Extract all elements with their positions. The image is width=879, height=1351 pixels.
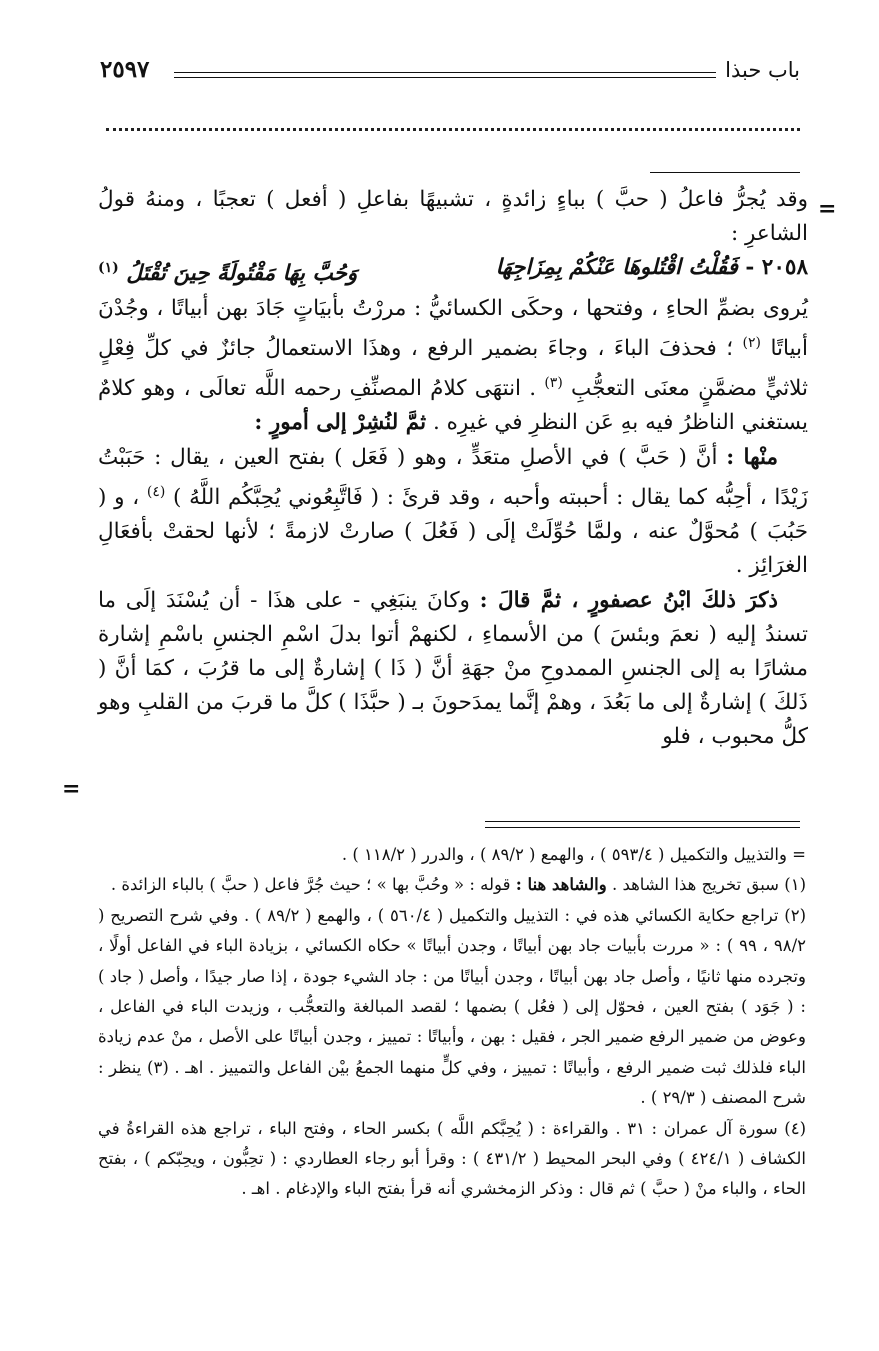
- paragraph-heading: ثمَّ لنُشِرْ إلى أمورٍ :: [254, 410, 427, 436]
- continuation-mark: =: [62, 776, 81, 802]
- header-rule: [174, 72, 716, 73]
- footnote-ref: (٢): [742, 334, 761, 351]
- footnote: [98, 1114, 806, 1205]
- paragraph-text: أنَّ ( حَبَّ ) في الأصلِ متعَدٍّ ، وهو ( فَعَل ) بفتح العين ، يقال : حَبَبْتُ زَيْدًا ، أحِبُّه كما يقال : أحببته وأحبه ، وقد قرئَ : ( فَاتَّبِعُوني يُحِبَّكُم اللَّهُ ): [98, 444, 808, 511]
- short-rule: [650, 172, 800, 173]
- verse-hemistich-first: [496, 251, 808, 291]
- page-number: ٢٥٩٧: [100, 56, 150, 83]
- paragraph-lead: منْها :: [726, 444, 778, 470]
- footnote-ref: (٤): [146, 483, 166, 500]
- verse-line: [98, 251, 808, 291]
- footnote-text: قوله : « وحُبَّ بها » ؛ حيث جُرَّ فاعل ( حبَّ ) بالباء الزائدة .: [110, 875, 511, 895]
- paragraph-text: يُروى بضمِّ الحاءِ ، وفتحها ، وحكَى الكسائيُّ : مررْتُ بأبيَاتٍ جَادَ بهن أبياتًا ، وجُدْنَ أبياتًا: [98, 295, 808, 361]
- footnote-rule: [485, 821, 800, 822]
- paragraph-lead: ذكرَ ذلكَ ابْنُ عصفورٍ ، ثمَّ قالَ :: [479, 587, 778, 613]
- footnote-rule: [485, 827, 800, 828]
- continuation-mark: =: [818, 196, 837, 222]
- footnote-text: (١) سبق تخريج هذا الشاهد .: [611, 875, 806, 895]
- footnote-text: (٤) سورة آل عمران : ٣١ . والقراءة : ( يُحِبَّكم اللَّه ) بكسر الحاء ، وفتح الباء ، تراجع هذه القراءةُ في الكشاف ( ٤٢٤/١ ) وفي البحر المحيط ( ٤٣١/٢ ) : وقرأ أبو رجاء العطاردي : ( تحِبُّون ، ويحِبّكم ) ، بفتح الحاء ، والباء منْ ( حبَّ ) ثم قال : وذكر الزمخشري أنه قرأ بفتح الباء والإدغام . اهـ .: [98, 1118, 806, 1199]
- paragraph: [98, 183, 808, 251]
- verse-number: ٢٠٥٨ -: [745, 255, 808, 281]
- footnote-continuation: [98, 840, 806, 870]
- chapter-title: باب حبذا: [725, 58, 800, 82]
- continuation-mark: =: [792, 845, 806, 864]
- verse-text: فَقُلْتُ اقْتُلوهَا عَنْكُمْ بِمِزَاجِهَا: [495, 255, 738, 281]
- verse-hemistich-second: [98, 251, 357, 291]
- footnote-text: والتذييل والتكميل ( ٥٩٣/٤ ) ، والهمع ( ٨٩/٢ ) ، والدرر ( ١١٨/٢ ) .: [341, 845, 787, 864]
- footnote-ref: (٣): [544, 375, 563, 392]
- header-rule: [174, 77, 716, 78]
- footnote: [98, 901, 806, 1114]
- paragraph-text: وكانَ ينبَغِي - على هذَا - أن يُسْنَدَ إلَى ما تسندُ إليه ( نعمَ وبئسَ ) من الأسماءِ ، لكنهمْ أتوا بدلَ اسْمِ الجنسِ باسْمِ إشارة مشارًا به إلى الجنسِ الممدوحِ منْ جهَةِ أنَّ ( ذَا ) إشارةٌ إلى ما قرُبَ ، كمَا أنَّ ( ذَلكَ ) إشارةٌ إلى ما بَعُدَ ، وهمْ إنَّما يمدَحونَ بـ ( حبَّذَا ) كلَّ ما قربَ من القلبِ وهو كلُّ محبوب ، فلو: [97, 587, 808, 750]
- footnote-text: (٣) ينظر : شرح المصنف ( ٢٩/٣ ) .: [98, 1057, 806, 1108]
- footnote-ref: (١): [98, 260, 119, 277]
- footnote-lead: والشاهد هنا :: [515, 875, 607, 895]
- dotted-separator: [106, 128, 800, 145]
- paragraph: [98, 441, 808, 584]
- paragraph-text: وقد يُجرُّ فاعلُ ( حبَّ ) بباءٍ زائدةٍ ، تشبيهًا بفاعلِ ( أفعل ) تعجبًا ، ومنهُ قولُ الشاعرِ :: [98, 187, 808, 247]
- paragraph-text: ، و ( حَبُبَ ) مُحوَّلٌ عنه ، ولمَّا حُوِّلَتْ إلَى ( فَعُلَ ) صارتْ لازمةً ؛ لأنها لحقتْ بأفعَالِ الغرَائِز .: [98, 485, 808, 579]
- paragraph-text: ؛ فحذفَ الباءَ ، وجاءَ بضمير الرفع ، وهذَا الاستعمالُ جائزٌ في كلِّ فِعْلٍ ثلاثيٍّ مضمَّنٍ معنَى التعجُّبِ: [98, 335, 808, 402]
- footnote: [98, 870, 806, 900]
- paragraph: [98, 292, 808, 441]
- paragraph-text: . انتهَى كلامُ المصنِّفِ رحمه اللَّه تعالَى ، وهو كلامٌ يستغني الناظرُ فيه بهِ عَن النظرِ في غيرِه .: [98, 376, 808, 436]
- footnote-text: (٢) تراجع حكاية الكسائي هذه في : التذييل والتكميل ( ٥٦٠/٤ ) ، والهمع ( ٨٩/٢ ) . وفي شرح التصريح ( ٩٨/٢ ، ٩٩ ) : « مررت بأبيات جاد بهن أبياتًا ، وجدن أبياتًا » حكاه الكسائي ، بزيادة الباء في الفاعل أولًا ، وتجرده منها ثانيًا ، وأصل جاد بهن أبياتًا ، وجدن أبياتًا من : جاد الشيء جودة ، إذا صار جيدًا ، وأصل ( جاد ) : ( جَوَد ) بفتح العين ، فحوّل إلى ( فعُل ) بضمها ؛ لقصد المبالغة والتعجُّب ، وزيدت الباء في الفاعل ، وعوض من ضمير الرفع ضمير الجر ، فقيل : بهن ، وأبياتًا : تمييز ، وجدن أبياتًا على الأصل ، منْ عدم زيادة الباء فلذلك ثبت ضمير الرفع ، وأبياتًا : تمييز ، وفي كلٍّ منهما الجمعُ بيْن الفاعل والتمييز . اهـ .: [98, 905, 807, 1077]
- running-header: [100, 58, 800, 92]
- footnotes: [98, 840, 806, 1205]
- verse-text: وَحُبَّ بِهَا مَقْتُولَةً حِينَ تُقْتَلُ: [126, 261, 358, 287]
- main-text: [98, 183, 808, 755]
- paragraph: [98, 584, 808, 755]
